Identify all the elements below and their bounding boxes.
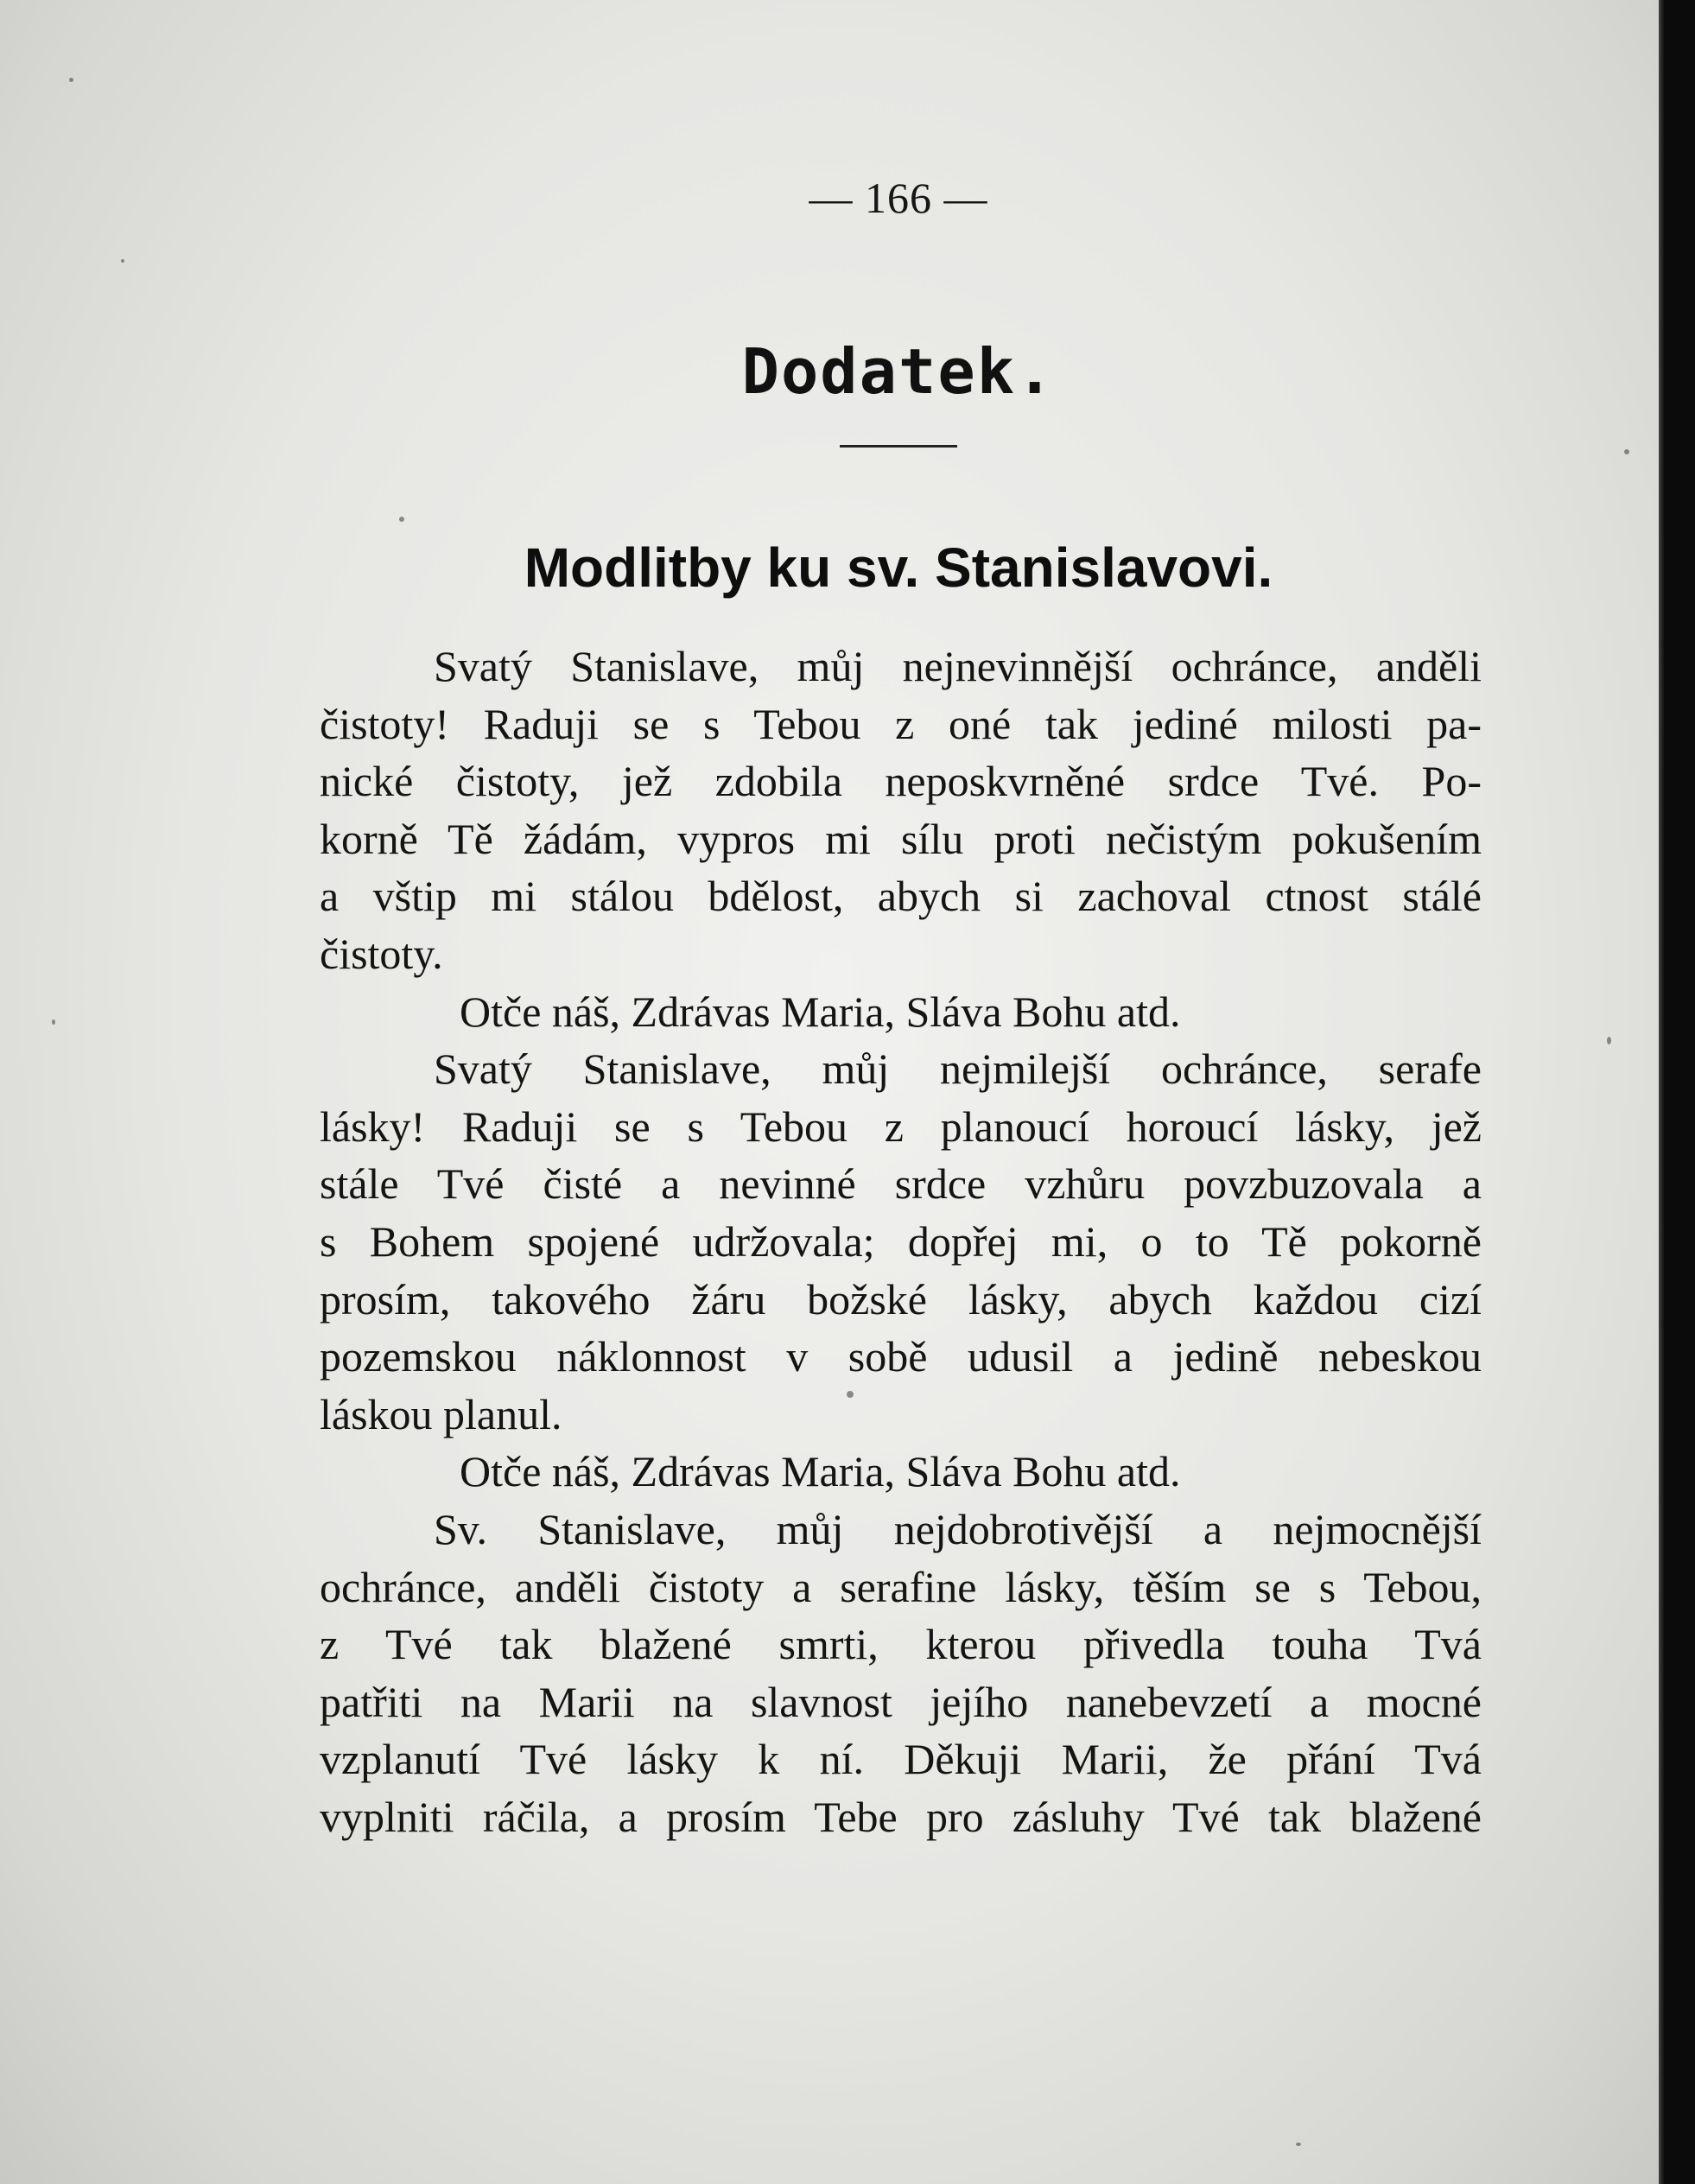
paper-speck	[1624, 449, 1629, 454]
text-line: stále Tvé čisté a nevinné srdce vzhůru povzbuzovala a	[320, 1159, 1482, 1209]
text-line: pozemskou náklonnost v sobě udusil a jedině nebeskou	[320, 1332, 1482, 1381]
paper-speck	[1296, 2143, 1301, 2146]
text-line: a vštip mi stálou bdělost, abych si zachoval ctnost stálé	[320, 872, 1482, 921]
text-line: lásky! Raduji se s Tebou z planoucí horoucí lásky, jež	[320, 1102, 1482, 1151]
prayer-heading: Modlitby ku sv. Stanislavovi.	[524, 536, 1273, 599]
text-line: Sv. Stanislave, můj nejdobrotivější a nejmocnější	[434, 1504, 1482, 1553]
text-line: nické čistoty, jež zdobila neposkvrněné srdce Tvé. Po-	[320, 757, 1482, 806]
paper-speck	[69, 78, 73, 82]
text-line: korně Tě žádám, vypros mi sílu proti nečistým pokušením	[320, 814, 1482, 863]
text-line: Svatý Stanislave, můj nejnevinnější ochránce, anděli	[434, 642, 1482, 690]
text-line: ochránce, anděli čistoty a serafine lásky, těším se s Tebou,	[320, 1562, 1482, 1611]
refrain-line: Otče náš, Zdrávas Maria, Sláva Bohu atd.	[460, 1447, 1181, 1496]
text-line: patřiti na Marii na slavnost jejího nanebevzetí a mocné	[320, 1677, 1482, 1726]
section-title: Dodatek.	[741, 335, 1056, 408]
text-line: láskou planul.	[320, 1389, 562, 1438]
text-line: s Bohem spojené udržovala; dopřej mi, o to Tě pokorně	[320, 1216, 1482, 1266]
refrain-line: Otče náš, Zdrávas Maria, Sláva Bohu atd.	[460, 987, 1181, 1036]
text-line: prosím, takového žáru božské lásky, abych každou cizí	[320, 1274, 1482, 1324]
text-line: vzplanutí Tvé lásky k ní. Děkuji Marii, že přání Tvá	[320, 1735, 1482, 1784]
paper-speck	[121, 259, 124, 263]
text-line: z Tvé tak blažené smrti, kterou přivedla touha Tvá	[320, 1620, 1482, 1669]
text-line: čistoty! Raduji se s Tebou z oné tak jediné milosti pa-	[320, 699, 1482, 748]
body-text	[320, 638, 1482, 1845]
text-line: Svatý Stanislave, můj nejmilejší ochránce, serafe	[434, 1044, 1482, 1094]
paper-speck	[52, 1019, 55, 1025]
text-line: čistoty.	[320, 929, 443, 978]
paper-speck	[399, 517, 404, 522]
page-number: — 166 —	[809, 174, 988, 222]
title-divider	[840, 445, 957, 448]
scan-border	[1659, 0, 1695, 2184]
paper-speck	[1607, 1037, 1611, 1044]
text-line: vyplniti ráčila, a prosím Tebe pro zásluhy Tvé tak blažené	[320, 1792, 1482, 1841]
page-edge	[1659, 0, 1664, 2184]
